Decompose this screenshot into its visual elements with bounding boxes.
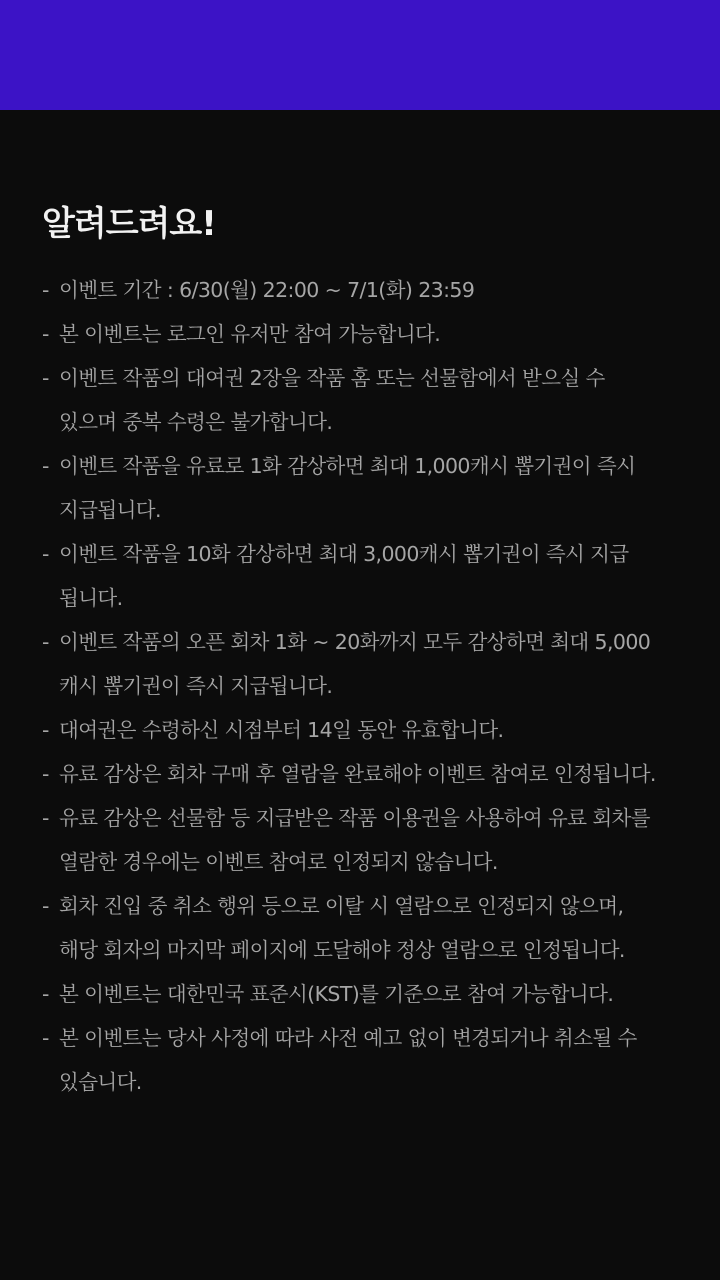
- notice-item: [42, 620, 682, 708]
- bullet-dash: -: [42, 762, 49, 786]
- notice-text: 유료 감상은 회차 구매 후 열람을 완료해야 이벤트 참여로 인정됩니다.: [59, 762, 656, 786]
- notice-item: [42, 1016, 682, 1104]
- notice-item: [42, 532, 682, 620]
- notice-text: 있습니다.: [59, 1070, 142, 1094]
- notice-item: [42, 752, 682, 796]
- bullet-dash: -: [42, 278, 49, 302]
- notice-text: 본 이벤트는 당사 사정에 따라 사전 예고 없이 변경되거나 취소될 수: [59, 1026, 637, 1050]
- bullet-dash: -: [42, 366, 49, 390]
- notice-item: [42, 972, 682, 1016]
- notice-text: 이벤트 작품의 오픈 회차 1화 ~ 20화까지 모두 감상하면 최대 5,000: [59, 630, 651, 654]
- notice-item: [42, 312, 682, 356]
- notice-text: 캐시 뽑기권이 즉시 지급됩니다.: [59, 674, 333, 698]
- notice-text: 유료 감상은 선물함 등 지급받은 작품 이용권을 사용하여 유료 회차를: [59, 806, 650, 830]
- notice-section: [42, 200, 682, 1104]
- notice-item: [42, 884, 682, 972]
- bullet-dash: -: [42, 982, 49, 1006]
- notice-text: 열람한 경우에는 이벤트 참여로 인정되지 않습니다.: [59, 850, 498, 874]
- notice-item: [42, 708, 682, 752]
- bullet-dash: -: [42, 630, 49, 654]
- notice-item: [42, 356, 682, 444]
- notice-text: 이벤트 작품의 대여권 2장을 작품 홈 또는 선물함에서 받으실 수: [59, 366, 605, 390]
- bullet-dash: -: [42, 1026, 49, 1050]
- notice-text: 해당 회자의 마지막 페이지에 도달해야 정상 열람으로 인정됩니다.: [59, 938, 625, 962]
- bullet-dash: -: [42, 894, 49, 918]
- top-banner: [0, 0, 720, 110]
- notice-text: 이벤트 작품을 유료로 1화 감상하면 최대 1,000캐시 뽑기권이 즉시: [59, 454, 636, 478]
- notice-text: 회차 진입 중 취소 행위 등으로 이탈 시 열람으로 인정되지 않으며,: [59, 894, 624, 918]
- notice-title: 알려드려요!: [42, 204, 216, 244]
- notice-text: 됩니다.: [59, 586, 123, 610]
- notice-item: [42, 796, 682, 884]
- notice-text: 대여권은 수령하신 시점부터 14일 동안 유효합니다.: [59, 718, 504, 742]
- bullet-dash: -: [42, 806, 49, 830]
- bullet-dash: -: [42, 542, 49, 566]
- bullet-dash: -: [42, 718, 49, 742]
- bullet-dash: -: [42, 454, 49, 478]
- notice-item: [42, 444, 682, 532]
- notice-item: [42, 268, 682, 312]
- notice-text: 본 이벤트는 로그인 유저만 참여 가능합니다.: [59, 322, 441, 346]
- notice-text: 지급됩니다.: [59, 498, 161, 522]
- bullet-dash: -: [42, 322, 49, 346]
- notice-text: 본 이벤트는 대한민국 표준시(KST)를 기준으로 참여 가능합니다.: [59, 982, 614, 1006]
- notice-text: 이벤트 작품을 10화 감상하면 최대 3,000캐시 뽑기권이 즉시 지급: [59, 542, 629, 566]
- notice-text: 이벤트 기간 : 6/30(월) 22:00 ~ 7/1(화) 23:59: [59, 278, 475, 302]
- notice-list: [42, 268, 682, 1104]
- notice-text: 있으며 중복 수령은 불가합니다.: [59, 410, 333, 434]
